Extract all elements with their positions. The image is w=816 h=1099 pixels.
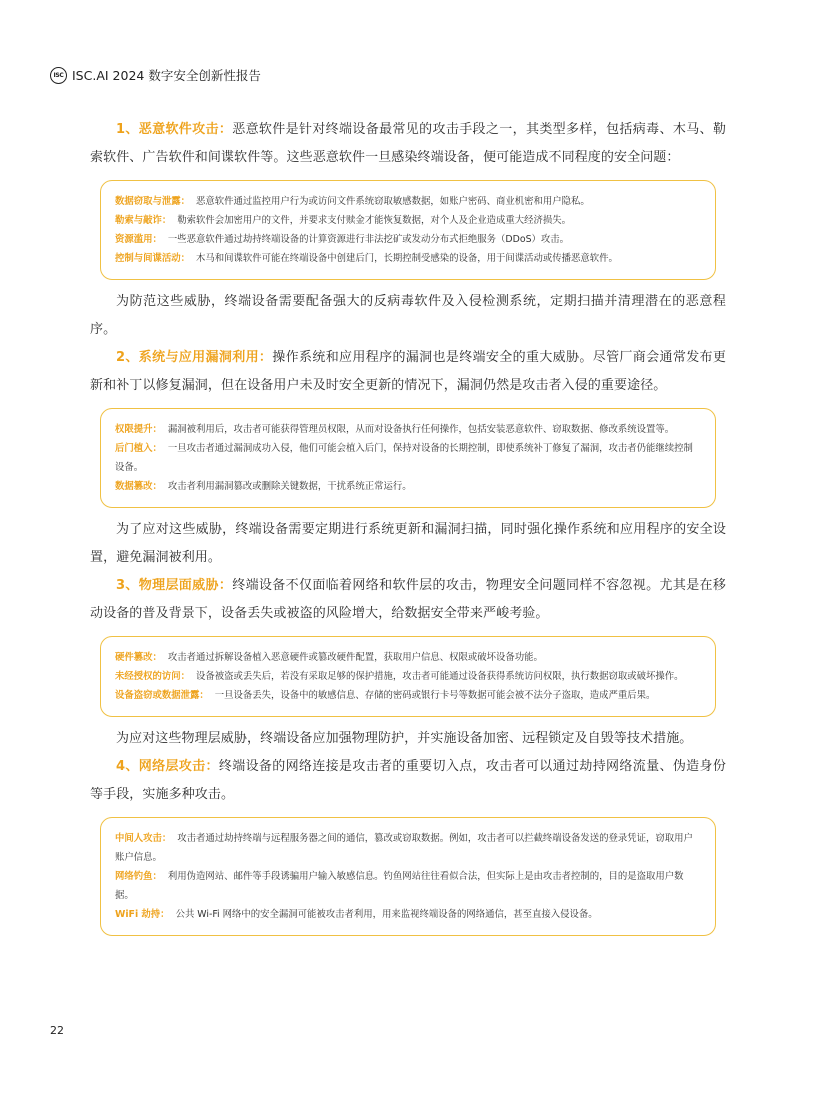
callout-item [115, 686, 701, 705]
callout-label: 数据篡改： [115, 481, 162, 492]
section-2-intro [90, 344, 726, 400]
callout-text: 攻击者通过劫持终端与远程服务器之间的通信，篡改或窃取数据。例如，攻击者可以拦截终端设备发送的登录凭证，窃取用户账户信息。 [115, 833, 693, 863]
callout-text: 漏洞被利用后，攻击者可能获得管理员权限，从而对设备执行任何操作，包括安装恶意软件、窃取数据、修改系统设置等。 [167, 424, 675, 435]
section-3-intro [90, 572, 726, 628]
header-title: ISC.AI 2024 数字安全创新性报告 [72, 68, 261, 83]
callout-text: 利用伪造网站、邮件等手段诱骗用户输入敏感信息。钓鱼网站往往看似合法，但实际上是由攻击者控制的，目的是盗取用户数据。 [115, 871, 684, 901]
callout-label: 中间人攻击： [115, 833, 172, 844]
callout-item [115, 667, 701, 686]
page-header [50, 66, 261, 84]
callout-label: WiFi 劫持： [115, 909, 170, 920]
callout-item [115, 249, 701, 268]
section-2-intro-text: 操作系统和应用程序的漏洞也是终端安全的重大威胁。尽管厂商会通常发布更新和补丁以修复漏洞，但在设备用户未及时安全更新的情况下，漏洞仍然是攻击者入侵的重要途径。 [90, 350, 727, 393]
callout-item [115, 905, 701, 924]
callout-text: 恶意软件通过监控用户行为或访问文件系统窃取敏感数据，如账户密码、商业机密和用户隐私。 [196, 196, 590, 207]
section-4-intro [90, 753, 726, 809]
callout-text: 一些恶意软件通过劫持终端设备的计算资源进行非法挖矿或发动分布式拒绝服务（DDoS）攻击。 [167, 234, 570, 245]
section-2-callout-box [100, 408, 716, 508]
callout-item [115, 477, 701, 496]
section-4-heading: 4、网络层攻击： [116, 759, 219, 774]
callout-item [115, 420, 701, 439]
section-3-outro: 为应对这些物理层威胁，终端设备应加强物理防护，并实施设备加密、远程锁定及自毁等技术措施。 [116, 731, 693, 746]
callout-text: 一旦攻击者通过漏洞成功入侵，他们可能会植入后门，保持对设备的长期控制，即使系统补丁修复了漏洞，攻击者仍能继续控制设备。 [115, 443, 693, 473]
callout-item [115, 829, 701, 867]
section-3-heading: 3、物理层面威胁： [116, 578, 233, 593]
section-1-intro-text: 恶意软件是针对终端设备最常见的攻击手段之一，其类型多样，包括病毒、木马、勒索软件、广告软件和间谍软件等。这些恶意软件一旦感染终端设备，便可能造成不同程度的安全问题： [90, 122, 726, 165]
callout-item [115, 867, 701, 905]
callout-item [115, 439, 701, 477]
callout-text: 一旦设备丢失，设备中的敏感信息、存储的密码或银行卡号等数据可能会被不法分子盗取，造成严重后果。 [214, 690, 656, 701]
callout-label: 数据窃取与泄露： [115, 196, 191, 207]
callout-label: 控制与间谍活动： [115, 253, 191, 264]
section-2-heading: 2、系统与应用漏洞利用： [116, 350, 273, 365]
section-1-outro: 为防范这些威胁，终端设备需要配备强大的反病毒软件及入侵检测系统，定期扫描并清理潜在的恶意程序。 [90, 294, 726, 337]
callout-label: 资源滥用： [115, 234, 162, 245]
callout-text: 勒索软件会加密用户的文件，并要求支付赎金才能恢复数据，对个人及企业造成重大经济损失。 [177, 215, 572, 226]
isc-logo-icon: ISC [50, 67, 67, 84]
callout-label: 权限提升： [115, 424, 162, 435]
callout-label: 勒索与敲诈： [115, 215, 172, 226]
section-1-callout-box [100, 180, 716, 280]
callout-item [115, 192, 701, 211]
callout-label: 网络钓鱼： [115, 871, 162, 882]
page-number: 22 [50, 1024, 64, 1037]
callout-label: 未经授权的访问： [115, 671, 191, 682]
callout-label: 后门植入： [115, 443, 162, 454]
callout-text: 设备被盗或丢失后，若没有采取足够的保护措施，攻击者可能通过设备获得系统访问权限，执行数据窃取或破坏操作。 [196, 671, 684, 682]
report-body [90, 116, 726, 944]
callout-item [115, 648, 701, 667]
callout-label: 硬件篡改： [115, 652, 162, 663]
section-1-intro [90, 116, 726, 172]
section-4-callout-box [100, 817, 716, 936]
callout-text: 公共 Wi-Fi 网络中的安全漏洞可能被攻击者利用，用来监视终端设备的网络通信，甚至直接入侵设备。 [175, 909, 598, 920]
section-2-outro: 为了应对这些威胁，终端设备需要定期进行系统更新和漏洞扫描，同时强化操作系统和应用程序的安全设置，避免漏洞被利用。 [90, 522, 726, 565]
section-4-intro-text: 终端设备的网络连接是攻击者的重要切入点，攻击者可以通过劫持网络流量、伪造身份等手段，实施多种攻击。 [90, 759, 726, 802]
section-1-heading: 1、恶意软件攻击： [116, 122, 233, 137]
callout-label: 设备盗窃或数据泄露： [115, 690, 209, 701]
section-3-intro-text: 终端设备不仅面临着网络和软件层的攻击，物理安全问题同样不容忽视。尤其是在移动设备的普及背景下，设备丢失或被盗的风险增大，给数据安全带来严峻考验。 [90, 578, 726, 621]
callout-text: 攻击者利用漏洞篡改或删除关键数据，干扰系统正常运行。 [167, 481, 412, 492]
callout-text: 攻击者通过拆解设备植入恶意硬件或篡改硬件配置，获取用户信息、权限或破坏设备功能。 [167, 652, 543, 663]
callout-item [115, 230, 701, 249]
section-3-callout-box [100, 636, 716, 717]
callout-item [115, 211, 701, 230]
callout-text: 木马和间谍软件可能在终端设备中创建后门，长期控制受感染的设备，用于间谍活动或传播恶意软件。 [196, 253, 618, 264]
